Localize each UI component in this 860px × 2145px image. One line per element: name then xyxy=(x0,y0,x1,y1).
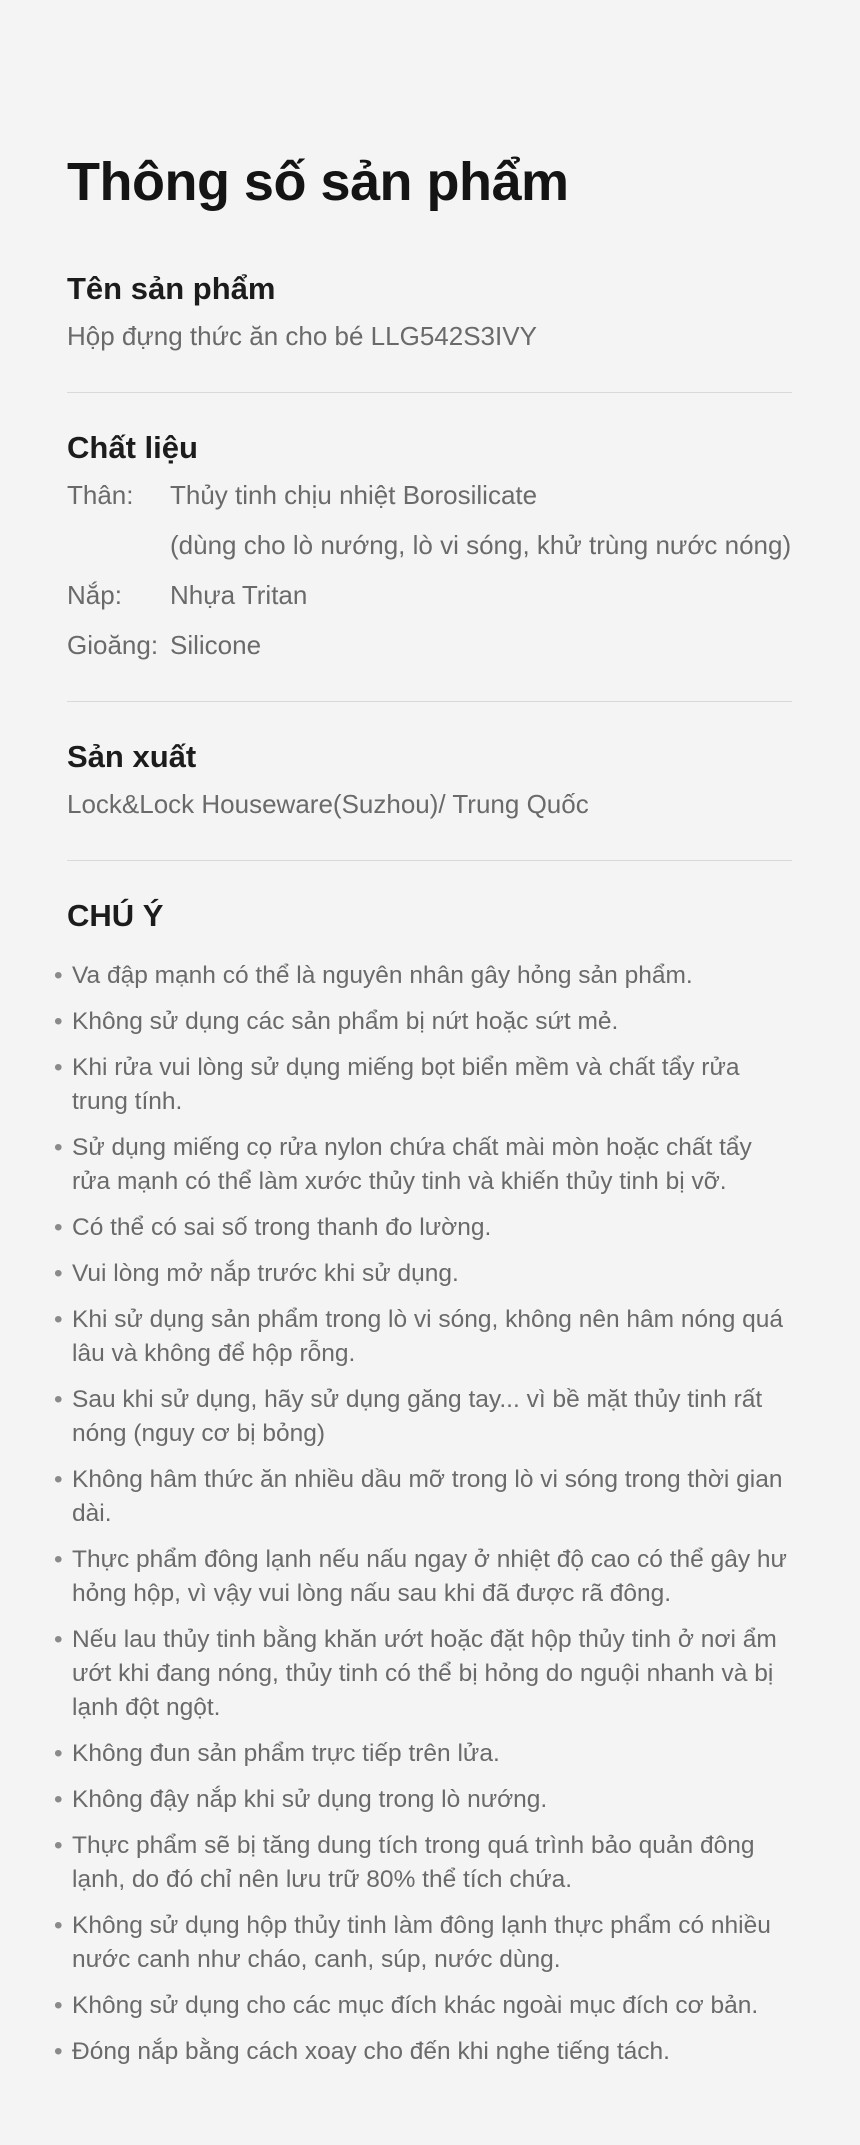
note-text: Khi sử dụng sản phẩm trong lò vi sóng, không nên hâm nóng quá lâu và không để hộp rỗng. xyxy=(72,1306,784,1367)
note-text: Vui lòng mở nắp trước khi sử dụng. xyxy=(72,1260,459,1287)
note-text: Khi rửa vui lòng sử dụng miếng bọt biển mềm và chất tẩy rửa trung tính. xyxy=(72,1054,740,1115)
note-text: Không sử dụng cho các mục đích khác ngoài mục đích cơ bản. xyxy=(72,1992,759,2019)
note-item xyxy=(54,959,792,993)
material-values xyxy=(170,477,792,563)
bullet-icon: • xyxy=(54,1466,63,1493)
note-item xyxy=(54,2035,792,2069)
product-name-heading: Tên sản phẩm xyxy=(67,271,276,306)
note-item xyxy=(54,1005,792,1039)
bullet-icon: • xyxy=(54,1832,63,1859)
note-item xyxy=(54,1257,792,1291)
product-name-value: Hộp đựng thức ăn cho bé LLG542S3IVY xyxy=(67,321,537,351)
bullet-icon: • xyxy=(54,1626,63,1653)
material-row-lid xyxy=(67,577,792,613)
material-value: Nhựa Tritan xyxy=(170,580,308,610)
bullet-icon: • xyxy=(54,1260,63,1287)
note-item xyxy=(54,1783,792,1817)
material-value: Thủy tinh chịu nhiệt Borosilicate xyxy=(170,480,538,510)
bullet-icon: • xyxy=(54,1740,63,1767)
note-item xyxy=(54,1303,792,1371)
material-values xyxy=(170,627,792,663)
note-text: Có thể có sai số trong thanh đo lường. xyxy=(72,1214,492,1241)
note-item xyxy=(54,1463,792,1531)
note-item xyxy=(54,1383,792,1451)
note-text: Nếu lau thủy tinh bằng khăn ướt hoặc đặt hộp thủy tinh ở nơi ẩm ướt khi đang nóng, thủy tinh có thể bị hỏng do nguội nhanh và bị lạnh đột ngột. xyxy=(72,1626,777,1721)
note-item xyxy=(54,1623,792,1725)
notes-section xyxy=(54,897,792,2069)
note-text: Sau khi sử dụng, hãy sử dụng găng tay... vì bề mặt thủy tinh rất nóng (nguy cơ bị bỏng) xyxy=(72,1386,763,1447)
note-text: Không sử dụng hộp thủy tinh làm đông lạnh thực phẩm có nhiều nước canh như cháo, canh, súp, nước dùng. xyxy=(72,1912,771,1973)
material-heading: Chất liệu xyxy=(67,430,198,465)
material-label: Thân: xyxy=(67,480,134,510)
bullet-icon: • xyxy=(54,962,63,989)
note-text: Thực phẩm đông lạnh nếu nấu ngay ở nhiệt độ cao có thể gây hư hỏng hộp, vì vậy vui lòng nấu sau khi đã được rã đông. xyxy=(72,1546,787,1607)
material-values xyxy=(170,577,792,613)
manufacture-heading: Sản xuất xyxy=(67,739,197,774)
bullet-icon: • xyxy=(54,1008,63,1035)
product-name-section xyxy=(67,270,792,393)
note-text: Đóng nắp bằng cách xoay cho đến khi nghe tiếng tách. xyxy=(72,2038,670,2065)
note-item xyxy=(54,1909,792,1977)
material-label: Nắp: xyxy=(67,580,122,610)
material-row-body xyxy=(67,477,792,563)
note-item xyxy=(54,1829,792,1897)
notes-list xyxy=(54,959,792,2069)
note-text: Va đập mạnh có thể là nguyên nhân gây hỏng sản phẩm. xyxy=(72,962,693,989)
bullet-icon: • xyxy=(54,1912,63,1939)
bullet-icon: • xyxy=(54,1214,63,1241)
note-text: Thực phẩm sẽ bị tăng dung tích trong quá trình bảo quản đông lạnh, do đó chỉ nên lưu trữ 80% thể tích chứa. xyxy=(72,1832,755,1893)
material-label: Gioăng: xyxy=(67,630,159,660)
bullet-icon: • xyxy=(54,1992,63,2019)
note-text: Sử dụng miếng cọ rửa nylon chứa chất mài mòn hoặc chất tẩy rửa mạnh có thể làm xước thủy tinh và khiến thủy tinh bị vỡ. xyxy=(72,1134,752,1195)
note-item xyxy=(54,1131,792,1199)
manufacture-value: Lock&Lock Houseware(Suzhou)/ Trung Quốc xyxy=(67,789,589,819)
note-item xyxy=(54,1051,792,1119)
bullet-icon: • xyxy=(54,1054,63,1081)
manufacture-section xyxy=(67,738,792,861)
note-item xyxy=(54,1737,792,1771)
bullet-icon: • xyxy=(54,1786,63,1813)
material-row-gasket xyxy=(67,627,792,663)
bullet-icon: • xyxy=(54,1546,63,1573)
note-item xyxy=(54,1989,792,2023)
material-value: (dùng cho lò nướng, lò vi sóng, khử trùng nước nóng) xyxy=(170,530,792,560)
note-text: Không sử dụng các sản phẩm bị nứt hoặc sứt mẻ. xyxy=(72,1008,619,1035)
note-text: Không đun sản phẩm trực tiếp trên lửa. xyxy=(72,1740,500,1767)
page-title: Thông số sản phẩm xyxy=(67,152,569,212)
bullet-icon: • xyxy=(54,1386,63,1413)
notes-heading: CHÚ Ý xyxy=(67,898,164,933)
bullet-icon: • xyxy=(54,1134,63,1161)
bullet-icon: • xyxy=(54,2038,63,2065)
note-text: Không đậy nắp khi sử dụng trong lò nướng. xyxy=(72,1786,548,1813)
note-item xyxy=(54,1543,792,1611)
bullet-icon: • xyxy=(54,1306,63,1333)
note-text: Không hâm thức ăn nhiều dầu mỡ trong lò vi sóng trong thời gian dài. xyxy=(72,1466,783,1527)
material-section xyxy=(67,429,792,702)
note-item xyxy=(54,1211,792,1245)
material-value: Silicone xyxy=(170,630,262,660)
